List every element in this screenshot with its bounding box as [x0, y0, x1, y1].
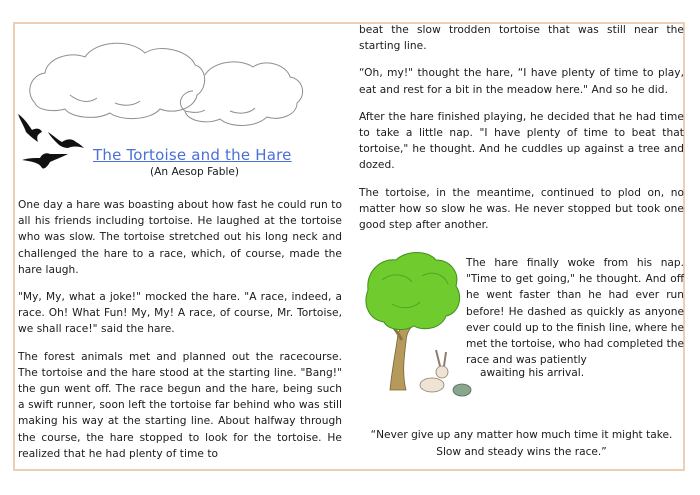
paragraph: beat the slow trodden tortoise that was still near the starting line.	[359, 24, 684, 53]
page-title[interactable]: The Tortoise and the Hare	[93, 146, 292, 164]
paragraph: “Oh, my!" thought the hare, “I have plenty of time to play, eat and rest for a bit in the meadow here." And so he did.	[359, 67, 684, 96]
wrapped-paragraph-end: awaiting his arrival.	[480, 367, 585, 379]
paragraph: "My, My, what a joke!" mocked the hare. "A race, indeed, a race. Oh! What Fun! My, My! A race, of course, Mr. Tortoise, we shall race!" said the hare.	[18, 291, 342, 336]
wrapped-paragraph: The hare finally woke from his nap. "Time to get going," he thought. And off he went faster than he had ever run before! He dashed as quickly as anyone ever could up to the finish line, where he met the tortoise, who had completed the race and was patiently	[466, 257, 684, 367]
paragraph: One day a hare was boasting about how fast he could run to all his friends including tortoise. He laughed at the tortoise who was slow. The tortoise stretched out his long neck and challenged the hare to a race, which, of course, made the hare laugh.	[18, 199, 342, 276]
tree-hare-tortoise-illustration	[362, 250, 472, 400]
left-column	[18, 197, 342, 473]
moral-line: “Never give up any matter how much time it might take.	[370, 429, 673, 441]
page-subtitle: (An Aesop Fable)	[150, 166, 240, 178]
right-column	[359, 22, 684, 244]
birds-icon	[14, 112, 86, 172]
moral-line: Slow and steady wins the race.”	[436, 446, 607, 458]
paragraph: After the hare finished playing, he decided that he had time to take a little nap. "I have plenty of time to beat that tortoise," he thought. And he cuddles up against a tree and dozed.	[359, 110, 684, 172]
paragraph: The forest animals met and planned out the racecourse. The tortoise and the hare stood at the starting line. "Bang!" the gun went off. The race begun and the hare, being such a swift runner, soon left the tortoise far behind who was still making his way at the starting line. About halfway through the course, the hare stopped to look for the tortoise. He realized that he had plenty of time to	[18, 350, 342, 460]
paragraph: The tortoise, in the meantime, continued to plod on, no matter how so slow he was. He never stopped but took one good step after another.	[359, 186, 684, 232]
moral-quote	[359, 427, 684, 461]
